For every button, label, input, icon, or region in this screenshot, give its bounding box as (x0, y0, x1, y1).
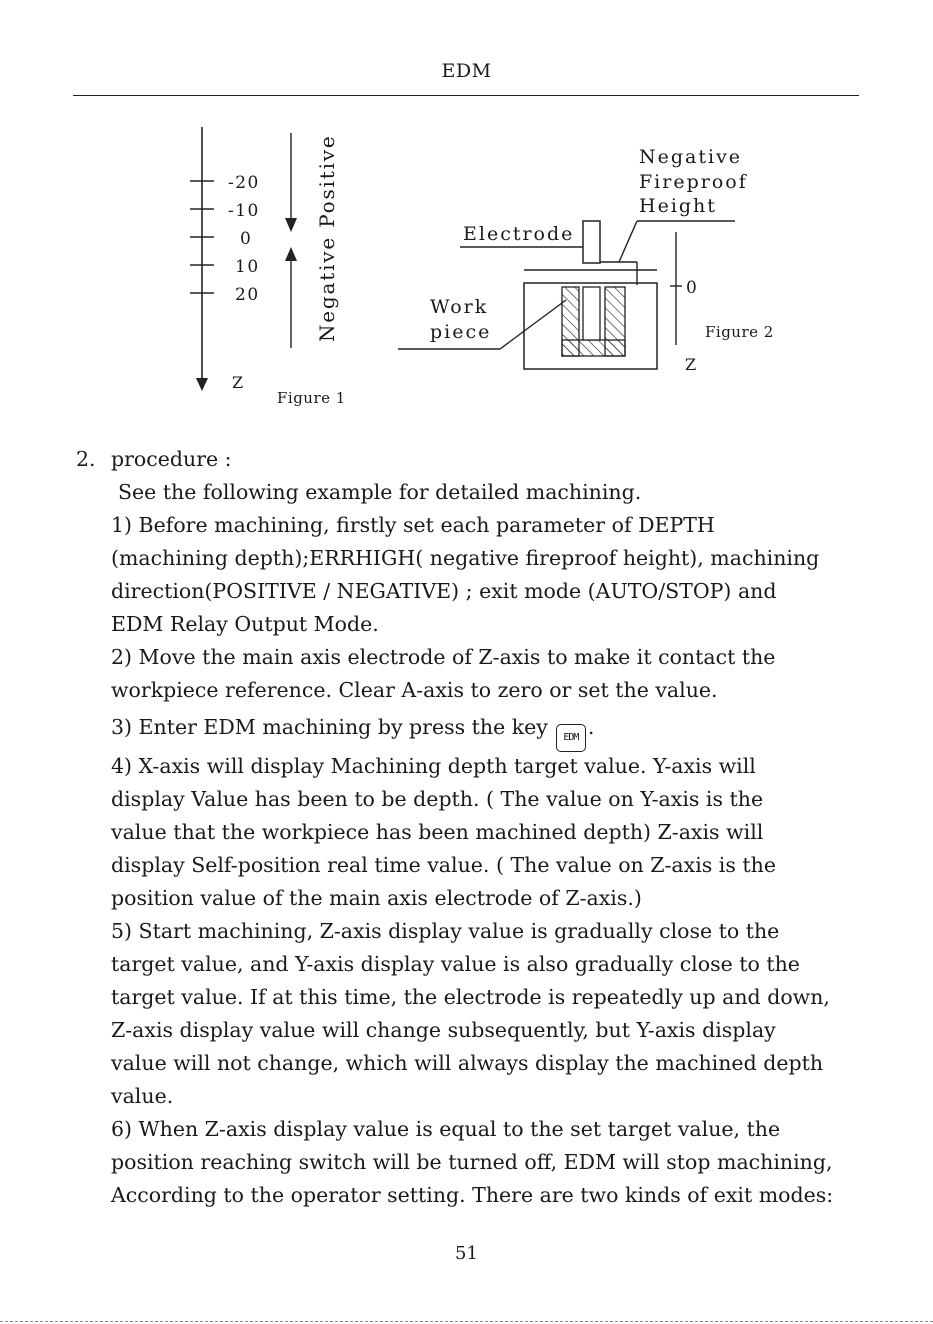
page-header: EDM (441, 60, 492, 82)
body-line: position value of the main axis electrode of Z-axis.) (111, 886, 642, 910)
body-line: See the following example for detailed machining. (118, 480, 642, 504)
body-line: target value. If at this time, the electrode is repeatedly up and down, (111, 985, 830, 1009)
work-label: Work (430, 296, 489, 318)
body-line: target value, and Y-axis display value is also gradually close to the (111, 952, 800, 976)
tick-label: 20 (235, 285, 260, 305)
body-line-key (111, 714, 594, 752)
tick-label: 0 (240, 229, 253, 249)
body-line: value will not change, which will always display the machined depth (111, 1051, 824, 1075)
body-line: direction(POSITIVE / NEGATIVE) ; exit mode (AUTO/STOP) and (111, 579, 777, 603)
body-line: 6) When Z-axis display value is equal to the set target value, the (111, 1117, 781, 1141)
section-number: 2. (76, 447, 96, 471)
tick-label: -10 (228, 201, 260, 221)
figure-1 (190, 127, 346, 407)
body-line: workpiece reference. Clear A-axis to zero or set the value. (111, 678, 718, 702)
tick-label: 10 (235, 257, 260, 277)
piece-label: piece (430, 321, 492, 343)
body-line: display Value has been to be depth. ( The value on Y-axis is the (111, 787, 764, 811)
electrode-label: Electrode (463, 223, 575, 245)
figures (0, 0, 933, 440)
body-line: value. (111, 1084, 174, 1108)
body-line: Z-axis display value will change subsequently, but Y-axis display (111, 1018, 776, 1042)
arrow-up-icon (285, 247, 297, 261)
workpiece-leader-slant (500, 300, 566, 349)
section-heading: procedure : (111, 447, 232, 471)
body-line: 5) Start machining, Z-axis display value is gradually close to the (111, 919, 780, 943)
body-line: EDM Relay Output Mode. (111, 612, 379, 636)
body-line: value that the workpiece has been machined depth) Z-axis will (111, 820, 764, 844)
edm-key-icon: EDM (556, 724, 586, 752)
body-line: display Self-position real time value. ( The value on Z-axis is the (111, 853, 776, 877)
body-line: position reaching switch will be turned off, EDM will stop machining, (111, 1150, 833, 1174)
height-leader-slant (619, 221, 637, 262)
body-line: According to the operator setting. There are two kinds of exit modes: (111, 1183, 834, 1207)
figure-2 (398, 146, 774, 374)
negative-label: Negative (639, 146, 743, 168)
body-line: 4) X-axis will display Machining depth target value. Y-axis will (111, 754, 756, 778)
body-line-text: 3) Enter EDM machining by press the key (111, 715, 548, 739)
direction-label: Negative Positive (315, 134, 339, 342)
body-line-end: . (587, 715, 595, 739)
z-axis-label-2: Z (685, 355, 697, 374)
body-line: 2) Move the main axis electrode of Z-axis to make it contact the (111, 645, 776, 669)
page-number: 51 (455, 1243, 478, 1264)
body-line: 1) Before machining, firstly set each parameter of DEPTH (111, 513, 715, 537)
zero-label: 0 (686, 278, 697, 298)
z-axis-arrow-icon (196, 378, 208, 391)
body-line: (machining depth);ERRHIGH( negative fireproof height), machining (111, 546, 820, 570)
arrow-down-icon (285, 218, 297, 232)
figure-2-caption: Figure 2 (705, 323, 774, 341)
bottom-dashed-rule (0, 1321, 933, 1322)
figure-1-caption: Figure 1 (277, 389, 346, 407)
tick-label: -20 (228, 173, 260, 193)
z-axis-label: Z (232, 373, 244, 392)
height-label: Height (639, 195, 717, 217)
fireproof-label: Fireproof (639, 171, 748, 193)
electrode-in-cavity (583, 287, 600, 340)
electrode-shape (583, 221, 600, 263)
hatched-bottom (562, 340, 625, 356)
